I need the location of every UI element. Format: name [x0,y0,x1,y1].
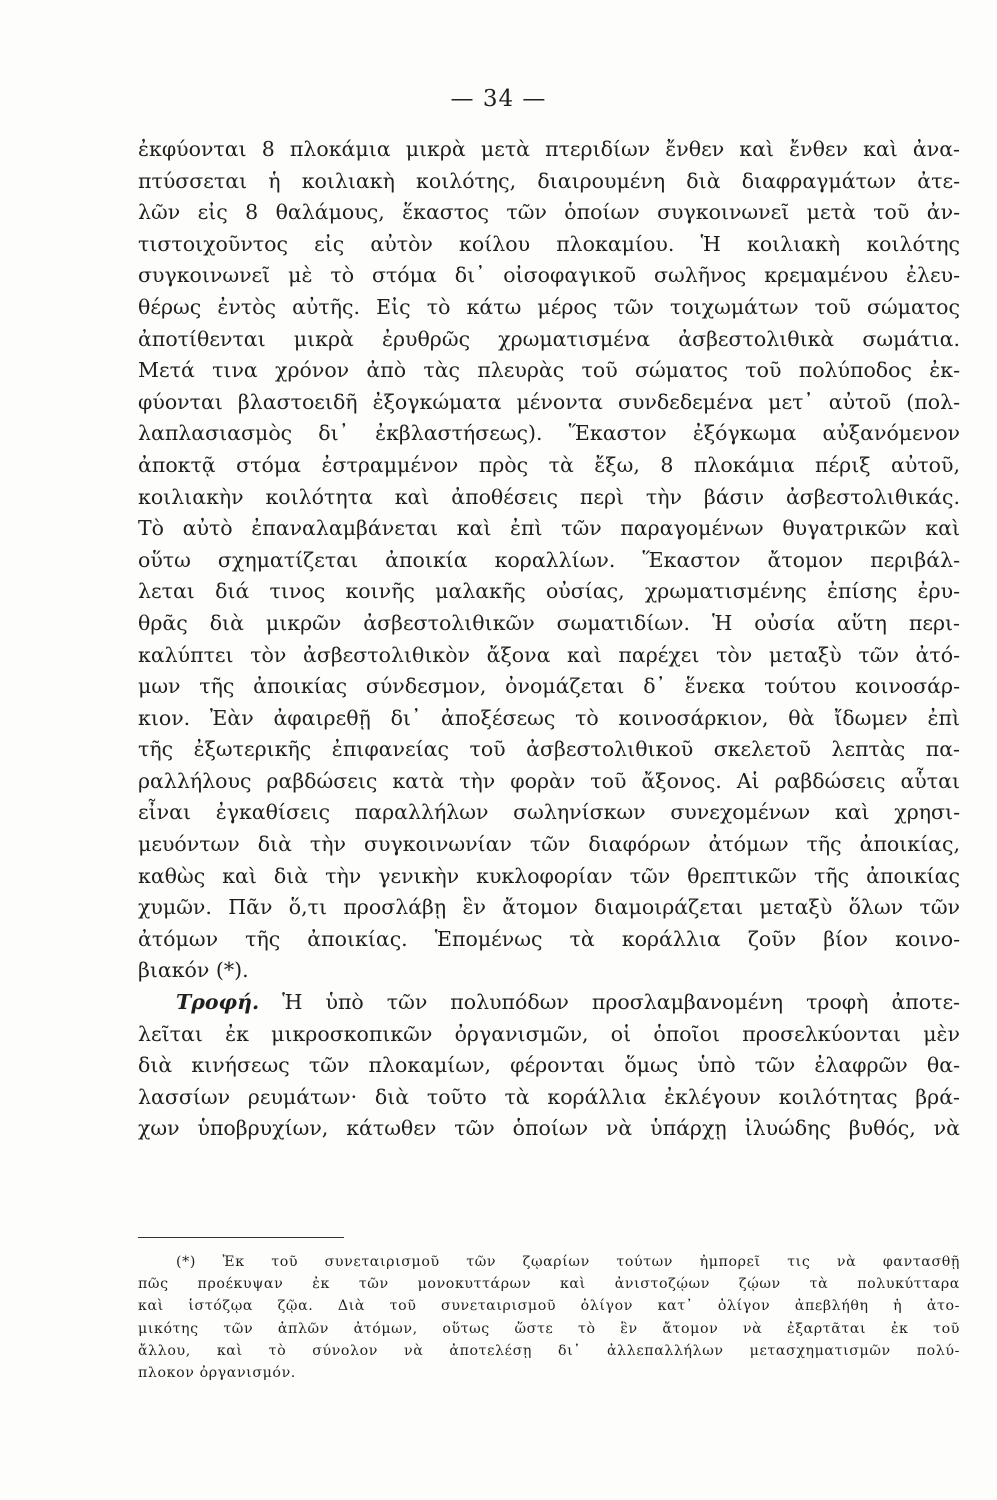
text-line: οὕτω σχηματίζεται ἀποικία κοραλλίων. Ἕκαστον ἄτομον περιβάλ- [138,547,960,572]
text-line: Τὸ αὐτὸ ἐπαναλαμβάνεται καὶ ἐπὶ τῶν παραγομένων θυγατρικῶν καὶ [138,516,960,541]
text-line: διὰ κινήσεως τῶν πλοκαμίων, φέρονται ὅμως ὑπὸ τῶν ἐλαφρῶν θα- [138,1053,960,1078]
text-line: τιστοιχοῦντος εἰς αὐτὸν κοίλου πλοκαμίου. Ἡ κοιλιακὴ κοιλότης [138,231,960,256]
footnote-line: μικότης τῶν ἁπλῶν ἀτόμων, οὕτως ὥστε τὸ ἓν ἄτομον νὰ ἐξαρτᾶται ἐκ τοῦ [138,1320,960,1337]
text-line: βιακόν (*). [138,958,249,983]
footnote-line: πλοκον ὀργανισμόν. [138,1364,296,1381]
text-line: λασσίων ρευμάτων· διὰ τοῦτο τὰ κοράλλια ἐκλέγουν κοιλότητας βρά- [138,1084,960,1109]
main-text [138,134,960,1145]
text-line: ραλλήλους ραβδώσεις κατὰ τὴν φορὰν τοῦ ἄξονος. Αἱ ραβδώσεις αὗται [138,768,960,793]
text-line: εἶναι ἐγκαθίσεις παραλλήλων σωληνίσκων συνεχομένων καὶ χρησι- [138,800,960,825]
text-line: ἀποτίθενται μικρὰ ἐρυθρῶς χρωματισμένα ἀσβεστολιθικὰ σωμάτια. [138,326,960,351]
text-line: χων ὑποβρυχίων, κάτωθεν τῶν ὁποίων νὰ ὑπάρχῃ ἰλυώδης βυθός, νὰ [138,1116,960,1141]
text-line: θρᾶς διὰ μικρῶν ἀσβεστολιθικῶν σωματιδίων. Ἡ οὐσία αὕτη περι- [138,610,960,635]
footnote [138,1251,960,1384]
text-line: ἐκφύονται 8 πλοκάμια μικρὰ μετὰ πτεριδίων ἔνθεν καὶ ἔνθεν καὶ ἀνα- [138,137,960,161]
text-line: Μετά τινα χρόνον ἀπὸ τὰς πλευρὰς τοῦ σώματος τοῦ πολύποδος ἐκ- [138,358,960,383]
text-line: χυμῶν. Πᾶν ὅ,τι προσλάβῃ ἓν ἄτομον διαμοιράζεται μεταξὺ ὅλων τῶν [138,895,960,920]
footnote-line: καὶ ἱστόζῳα ζῷα. Διὰ τοῦ συνεταιρισμοῦ ὀλίγον κατ᾽ ὀλίγον ἀπεβλήθη ἡ ἀτο- [138,1298,960,1315]
text-line: λαπλασιασμὸς δι᾽ ἐκβλαστήσεως). Ἕκαστον ἐξόγκωμα αὐξανόμενον [138,421,960,446]
text-line: λῶν εἰς 8 θαλάμους, ἕκαστος τῶν ὁποίων συγκοινωνεῖ μετὰ τοῦ ἀν- [138,200,960,225]
text-line: μευόντων διὰ τὴν συγκοινωνίαν τῶν διαφόρων ἀτόμων τῆς ἀποικίας, [138,832,960,857]
text-line: τῆς ἐξωτερικῆς ἐπιφανείας τοῦ ἀσβεστολιθικοῦ σκελετοῦ λεπτὰς πα- [138,737,960,762]
text-line: θέρως ἐντὸς αὐτῆς. Εἰς τὸ κάτω μέρος τῶν τοιχωμάτων τοῦ σώματος [138,294,960,319]
text-line: λεται διά τινος κοινῆς μαλακῆς οὐσίας, χρωματισμένης ἐπίσης ἐρυ- [138,579,960,604]
text-line: λεῖται ἐκ μικροσκοπικῶν ὀργανισμῶν, οἱ ὁποῖοι προσελκύονται μὲν [138,1021,960,1046]
text-line: ἀτόμων τῆς ἀποικίας. Ἑπομένως τὰ κοράλλια ζοῦν βίον κοινο- [138,926,960,951]
text-line: κιον. Ἐὰν ἀφαιρεθῇ δι᾽ ἀποξέσεως τὸ κοινοσάρκιον, θὰ ἴδωμεν ἐπὶ [138,705,960,730]
footnote-line: ἄλλου, καὶ τὸ σύνολον νὰ ἀποτελέσῃ δι᾽ ἀλλεπαλλήλων μετασχηματισμῶν πολύ- [138,1342,960,1359]
text-line: φύονται βλαστοειδῆ ἐξογκώματα μένοντα συνδεδεμένα μετ᾽ αὐτοῦ (πολ- [138,389,960,414]
paragraph-trofi [138,987,960,1019]
footnote-line: (*) Ἐκ τοῦ συνεταιρισμοῦ τῶν ζῳαρίων τούτων ἠμπορεῖ τις νὰ φαντασθῇ [176,1254,960,1270]
text-line: ἀποκτᾷ στόμα ἐστραμμένον πρὸς τὰ ἔξω, 8 πλοκάμια πέριξ αὐτοῦ, [138,452,960,477]
text-line: καθὼς καὶ διὰ τὴν γενικὴν κυκλοφορίαν τῶν θρεπτικῶν τῆς ἀποικίας [138,863,960,888]
text-line: Ἡ ὑπὸ τῶν πολυπόδων προσλαμβανομένη τροφὴ ἀποτε- [282,990,960,1015]
page-number: — 34 — [450,86,547,112]
text-line: κοιλιακὴν κοιλότητα καὶ ἀποθέσεις περὶ τὴν βάσιν ἀσβεστολιθικάς. [138,484,960,509]
text-line: καλύπτει τὸν ἀσβεστολιθικὸν ἄξονα καὶ παρέχει τὸν μεταξὺ τῶν ἀτό- [138,642,960,667]
section-heading-trofi: Τροφή. [176,990,260,1015]
footnote-divider [138,1237,344,1238]
footnote-line: πῶς προέκυψαν ἐκ τῶν μονοκυττάρων καὶ ἀνιστοζῴων ζῴων τὰ πολυκύτταρα [138,1276,960,1293]
text-line: μων τῆς ἀποικίας σύνδεσμον, ὀνομάζεται δ᾽ ἕνεκα τούτου κοινοσάρ- [138,674,960,699]
text-line: πτύσσεται ἡ κοιλιακὴ κοιλότης, διαιρουμένη διὰ διαφραγμάτων ἀτε- [138,168,960,193]
text-line: συγκοινωνεῖ μὲ τὸ στόμα δι᾽ οἰσοφαγικοῦ σωλῆνος κρεμαμένου ἐλευ- [138,263,960,288]
